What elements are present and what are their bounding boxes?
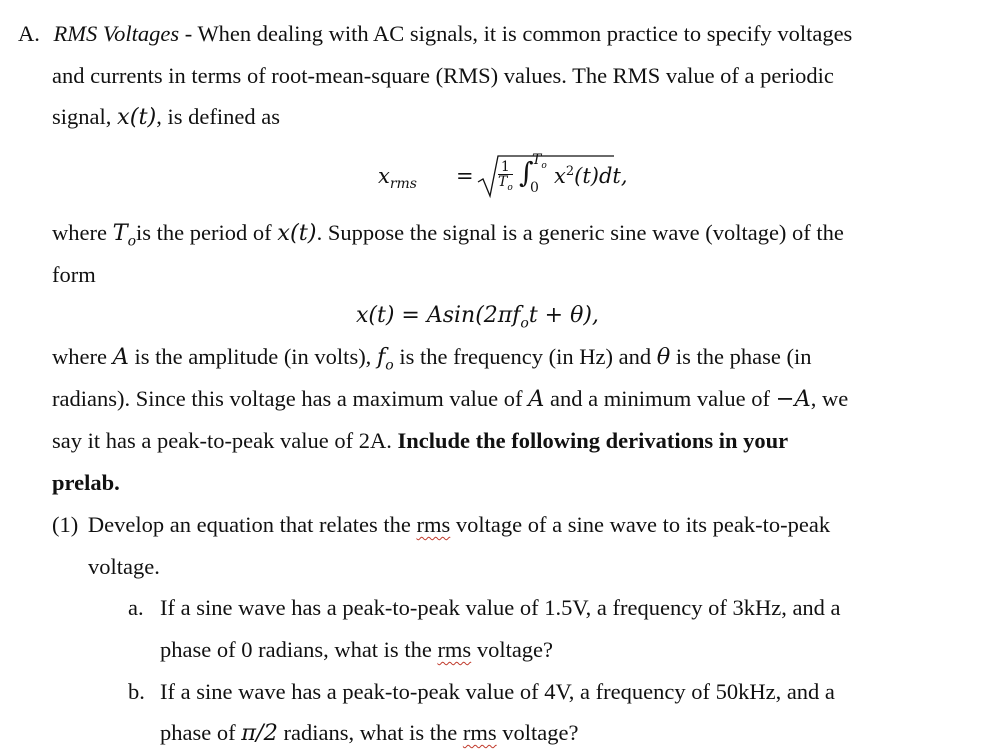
sub-b-line-2 [160, 719, 578, 747]
para3-text-a: where [52, 344, 113, 369]
para3-line-2 [52, 385, 848, 413]
eq1-fraction [498, 160, 513, 195]
intro-text-1: - When dealing with AC signals, it is common practice to specify voltages [179, 21, 853, 46]
sine-equation [356, 302, 599, 337]
section-heading-line [18, 20, 852, 48]
eq1-lhs-sub: rms [389, 176, 417, 193]
sub-a-text-2a: phase of 0 radians, what is the [160, 637, 438, 662]
para3-line-3 [52, 427, 788, 455]
eq1-int-lower: 0 [530, 180, 539, 196]
integral-icon: ∫ [519, 156, 534, 189]
phase-symbol: θ [656, 344, 671, 370]
eq1-lhs: x [378, 164, 390, 188]
para3-text-2a: radians). Since this voltage has a maximum value of [52, 386, 529, 411]
instruction-bold: Include the following derivations in your [397, 428, 789, 453]
eq1-int-upper-sub: o [541, 160, 547, 171]
para2-line-1 [52, 219, 844, 256]
max-symbol: A [528, 386, 545, 412]
para3-text-2c: and a minimum value of [544, 386, 776, 411]
item1-rms-word: rms [416, 512, 451, 537]
sub-a-text-2c: voltage? [471, 637, 554, 662]
para2-text-a: where [52, 220, 113, 245]
intro-text-3a: signal, [52, 104, 117, 129]
instruction-bold-prelab: prelab. [52, 470, 120, 495]
para2-text-c: is the period of [136, 220, 278, 245]
sub-a-line-2 [160, 636, 553, 664]
sub-a-rms-word: rms [437, 637, 472, 662]
eq1-frac-den: T [498, 174, 508, 190]
sub-b-text-2e: voltage? [496, 720, 579, 745]
frequency-symbol: f [376, 344, 386, 370]
intro-line-3 [52, 103, 280, 131]
eq2-rest: t + θ), [528, 303, 599, 328]
sub-b-line-1 [128, 678, 835, 706]
para2-signal: x(t) [277, 220, 317, 246]
item1-line-2 [88, 553, 160, 581]
min-symbol: −A [775, 386, 811, 412]
para3-text-e: is the frequency (in Hz) and [393, 344, 657, 369]
sub-b-text-2a: phase of [160, 720, 242, 745]
item1-text-voltage: voltage. [88, 554, 160, 579]
sub-b-label: b. [128, 679, 145, 704]
eq1-frac-num: 1 [498, 160, 513, 175]
intro-text-2: and currents in terms of root-mean-square (RMS) values. The RMS value of a periodic [52, 63, 834, 88]
intro-text-3c: , is defined as [156, 104, 281, 129]
eq1-frac-den-sub: o [507, 182, 513, 193]
sub-a-label: a. [128, 595, 144, 620]
para3-line-4 [52, 469, 120, 497]
sub-a-line-1 [128, 594, 841, 622]
item1-text-a: Develop an equation that relates the [87, 512, 417, 537]
section-label: A. [18, 21, 40, 46]
sub-a-text-1: If a sine wave has a peak-to-peak value of 1.5V, a frequency of 3kHz, and a [160, 595, 841, 620]
eq2-text: x(t) = Asin(2πf [356, 303, 521, 328]
item1-text-c: voltage of a sine wave to its peak-to-peak [450, 512, 831, 537]
item1-line-1 [52, 511, 830, 539]
para3-text-2e: , we [810, 386, 849, 411]
signal-symbol: x(t) [117, 104, 157, 130]
frequency-symbol-sub: o [385, 357, 394, 374]
para3-text-3a: say it has a peak-to-peak value of 2A. [52, 428, 398, 453]
intro-line-2 [52, 62, 834, 90]
sub-b-phase: π/2 [241, 720, 278, 746]
sub-b-text-1: If a sine wave has a peak-to-peak value of 4V, a frequency of 50kHz, and a [160, 679, 835, 704]
period-symbol-sub: o [127, 233, 137, 250]
period-symbol: T [112, 220, 128, 246]
eq2-sub: o [520, 315, 529, 332]
eq1-int-upper: T [532, 152, 542, 168]
eq1-integrand: x [554, 164, 566, 188]
item1-label: (1) [52, 512, 79, 537]
para2-text-e: . Suppose the signal is a generic sine wave (voltage) of the [316, 220, 844, 245]
sub-b-rms-word: rms [462, 720, 497, 745]
eq1-equals: = [456, 164, 474, 188]
para3-text-g: is the phase (in [670, 344, 812, 369]
para2-text-form: form [52, 262, 96, 287]
para3-line-1 [52, 343, 812, 380]
eq1-integrand-rest: (t)dt, [574, 164, 628, 188]
para2-line-2 [52, 261, 96, 289]
amplitude-symbol: A [112, 344, 129, 370]
eq1-integrand-sup: 2 [565, 164, 575, 179]
section-title: RMS Voltages [53, 21, 180, 46]
sub-b-text-2c: radians, what is the [277, 720, 463, 745]
para3-text-c: is the amplitude (in volts), [128, 344, 377, 369]
